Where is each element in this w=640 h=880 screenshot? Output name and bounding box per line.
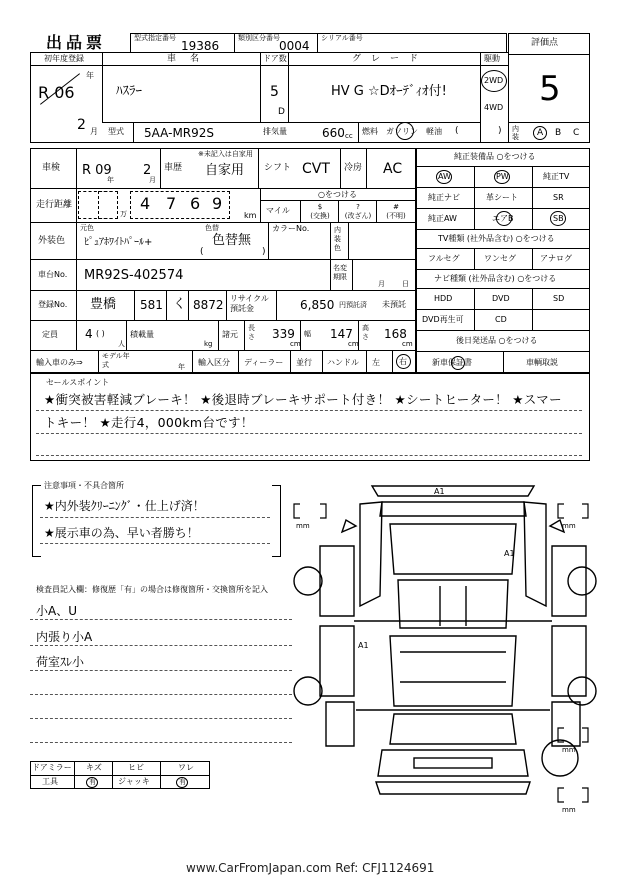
mm-front-right: mm <box>562 522 576 530</box>
import-dealer: ディーラー <box>244 358 284 367</box>
ac-label: 冷房 <box>344 163 363 173</box>
car-name-label: 車名 <box>167 54 214 64</box>
notes-label: 注意事項・不具合箇所 <box>44 481 124 490</box>
equip-pw: PW <box>496 172 509 181</box>
score-label: 評価点 <box>531 38 559 48</box>
post-manual: 車輌取説 <box>526 358 558 367</box>
ac-value: AC <box>383 161 403 177</box>
equip-airbag: エアB <box>492 214 514 223</box>
score-value: 5 <box>539 69 561 109</box>
navi-dvd-play: DVD再生可 <box>422 315 464 324</box>
footer-watermark: www.CarFromJapan.com Ref: CFJ1124691 <box>186 861 435 875</box>
legend-tools: 工具 <box>42 777 58 786</box>
rear-window <box>390 714 516 744</box>
km-unit: km <box>244 211 257 220</box>
shaken-year: R 09 <box>82 163 112 178</box>
sheet-title: 出品票 <box>46 33 107 52</box>
reg-label: 登録No. <box>38 300 68 309</box>
length-label: 長さ <box>248 324 255 341</box>
equip-aw: AW <box>438 172 451 181</box>
ownership-label: 名変期限 <box>333 264 347 281</box>
notes-bracket-right <box>272 485 281 557</box>
fuel-paren-close: ) <box>498 126 502 136</box>
genuine-label: 純正装備品 ○をつける <box>454 152 536 161</box>
model-year-label: モデル年式 <box>102 352 130 369</box>
type-no-label: 型式指定番号 <box>134 34 176 42</box>
shaken-label: 車検 <box>42 163 61 173</box>
navi-dvd: DVD <box>492 294 510 303</box>
recycle-note: 円預託済 <box>339 301 367 309</box>
mark-a1-side: A1 <box>504 549 515 558</box>
capacity-paren: ( ) <box>96 329 105 338</box>
color-no-label: カラーNo. <box>272 224 310 233</box>
usage-label: 車歴 <box>164 163 183 173</box>
color-paren-close: ) <box>262 247 266 257</box>
legend-tools-have: 有 <box>89 778 96 786</box>
class-no-label: 類別区分番号 <box>238 34 280 42</box>
shaken-month-unit: 月 <box>149 176 156 184</box>
handle-right: 右 <box>399 357 407 366</box>
mileage-circle-note: ○をつける <box>318 190 357 199</box>
height-value: 168 <box>384 327 407 341</box>
shift-value: CVT <box>302 161 330 177</box>
usage-note: ※未記入は自家用 <box>198 150 253 158</box>
mileage-digit-6: 9 <box>212 194 223 213</box>
door-suffix: D <box>278 107 285 117</box>
inspector-line-3: 荷室ｽﾚ小 <box>36 655 85 669</box>
capacity-label: 定員 <box>42 330 58 339</box>
notes-line-2: ★展示車の為、早い者勝ち！ <box>44 526 199 540</box>
capacity-value: 4 <box>85 327 93 341</box>
sales-label: セールスポイント <box>46 378 110 387</box>
doors-label: ドア数 <box>263 54 287 63</box>
legend-jack: ジャッキ <box>118 777 150 786</box>
color-change-value: 色替無 <box>212 233 252 248</box>
year-unit: 年 <box>86 71 94 80</box>
ownership-day-unit: 日 <box>402 280 409 288</box>
import-parallel: 並行 <box>296 358 312 367</box>
height-unit: cm <box>402 340 413 348</box>
reg-class: 581 <box>140 298 163 312</box>
model-value: 5AA-MR92S <box>144 126 215 140</box>
type-no-value: 19386 <box>181 39 220 53</box>
navi-cd: CD <box>495 315 507 324</box>
tv-label: TV種類 (社外品含む) ○をつける <box>438 234 555 243</box>
navi-label: ナビ種類 (社外品含む) ○をつける <box>434 274 557 283</box>
displacement-unit: cc <box>345 132 353 140</box>
inspector-line-2: 内張り小A <box>36 630 93 644</box>
mileage-opt-unknown: # (不明) <box>386 203 406 220</box>
ownership-month-unit: 月 <box>378 280 385 288</box>
notes-line-1: ★内外装ｸﾘｰﾆﾝｸﾞ・仕上げ済！ <box>44 499 205 513</box>
drive-4wd: 4WD <box>484 103 504 112</box>
tailgate <box>378 750 528 776</box>
class-no-cell <box>234 33 318 53</box>
exterior-label: 外装色 <box>38 236 66 246</box>
sales-line-1: ★衝突被害軽減ブレーキ！ ★後退時ブレーキサポート付き！ ★シートヒーター！ ★スマー <box>44 392 562 407</box>
interior-opt-b: B <box>555 128 562 138</box>
load-unit: kg <box>204 340 213 348</box>
length-value: 339 <box>272 327 295 341</box>
shift-label: シフト <box>264 163 292 173</box>
first-reg-year: R 06 <box>38 83 75 102</box>
car-damage-diagram <box>290 476 600 816</box>
shaken-year-unit: 年 <box>107 176 114 184</box>
fuel-gas-circle <box>396 122 414 140</box>
inspector-label: 検査員記入欄：修復歴「有」の場合は修復箇所・交換箇所を記入 <box>36 585 268 594</box>
mileage-digit-4: 7 <box>166 194 177 213</box>
recycle-unpaid: 未預託 <box>382 300 406 309</box>
capacity-unit: 人 <box>118 340 125 348</box>
grade-value: HV G ☆Dｵｰﾃﾞｨｵ付! <box>331 84 447 99</box>
model-label: 型式 <box>108 127 124 136</box>
man-unit: 万 <box>120 210 127 218</box>
tv-oneseg: ワンセグ <box>484 254 516 263</box>
sales-line-2: トキー！ ★走行4，000km台です！ <box>44 415 254 430</box>
interior-label: 内装 <box>512 125 519 141</box>
legend-break: ワレ <box>178 763 194 772</box>
legend-crack: ヒビ <box>128 763 144 772</box>
chassis-value: MR92S-402574 <box>84 268 184 283</box>
first-reg-label: 初年度登録 <box>44 54 84 63</box>
model-year-unit: 年 <box>178 363 185 371</box>
width-label: 幅 <box>304 330 311 338</box>
equip-genuine-aw: 純正AW <box>428 214 457 223</box>
mileage-digit-3: 4 <box>140 194 151 213</box>
width-value: 147 <box>330 327 353 341</box>
tv-analog: アナログ <box>540 254 572 263</box>
equip-tv: 純正TV <box>543 172 570 181</box>
fuel-label: 燃料 <box>362 127 378 136</box>
interior-opt-c: C <box>573 128 580 138</box>
post-label: 後日発送品 ○をつける <box>456 336 538 345</box>
wheel-front-left <box>294 567 322 595</box>
recycle-amount: 6,850 <box>300 298 335 312</box>
legend-mirror: ドアミラー <box>32 763 72 772</box>
equip-sr: SR <box>553 193 564 202</box>
height-label: 高さ <box>362 324 369 341</box>
drive-2wd: 2WD <box>484 76 504 85</box>
legend-jack-have: 有 <box>179 778 186 786</box>
mileage-label: 走行距離 <box>36 200 73 210</box>
equip-navi: 純正ナビ <box>428 193 460 202</box>
import-class-label: 輸入区分 <box>198 358 230 367</box>
mm-front-left: mm <box>296 522 310 530</box>
doors-value: 5 <box>270 84 279 100</box>
windshield <box>380 502 526 516</box>
car-name-value: ﾊｽﾗｰ <box>116 84 142 99</box>
fuel-gas: ガソリン <box>386 127 418 136</box>
length-unit: cm <box>290 340 301 348</box>
hood <box>390 524 516 574</box>
handle-label: ハンドル <box>327 358 359 367</box>
grade-label: グレード <box>352 54 429 64</box>
orig-color-value: ﾋﾟｭｱﾎﾜｲﾄﾊﾟｰﾙ+ <box>84 237 153 248</box>
serial-cell <box>317 33 507 53</box>
color-paren-open: ( <box>200 247 204 257</box>
month-unit: 月 <box>90 127 98 136</box>
mm-spare: mm <box>562 806 576 814</box>
type-no-cell <box>130 33 235 53</box>
recycle-label: リサイクル預託金 <box>230 294 269 313</box>
equip-leather: 革シート <box>486 193 518 202</box>
class-no-value: 0004 <box>279 39 310 53</box>
mileage-opt-tamper: ? (改ざん) <box>344 203 372 220</box>
wheel-rear-left <box>294 677 322 705</box>
equip-sb: SB <box>553 214 564 223</box>
wheel-front-right <box>568 567 596 595</box>
displacement-label: 排気量 <box>263 127 287 136</box>
mileage-digit-box-2 <box>98 191 118 219</box>
reg-num: 8872 <box>193 298 224 312</box>
mileage-opt-exchange: $ (交換) <box>310 203 330 220</box>
import-label: 輸入車のみ⇒ <box>36 358 83 367</box>
load-label: 積載量 <box>130 330 154 339</box>
notes-bracket-left <box>32 485 41 557</box>
navi-sd: SD <box>553 294 565 303</box>
rear-bumper <box>376 782 530 794</box>
serial-label: シリアル番号 <box>321 34 363 42</box>
interior-grade-cell <box>508 122 590 143</box>
interior-color-label: 内装色 <box>334 226 341 252</box>
navi-hdd: HDD <box>434 294 453 303</box>
mileage-opt-mile: マイル <box>266 206 290 215</box>
tv-fullseg: フルセグ <box>428 254 460 263</box>
mm-rear-right: mm <box>562 746 576 754</box>
dims-label: 諸元 <box>222 330 238 339</box>
fuel-paren-open: ( <box>455 126 459 136</box>
mark-a1-left: A1 <box>358 641 369 650</box>
chassis-label: 車台No. <box>38 270 68 279</box>
wheel-rear-right <box>568 677 596 705</box>
usage-value: 自家用 <box>205 163 245 178</box>
mileage-digit-5: 6 <box>190 194 201 213</box>
fuel-diesel: 軽油 <box>426 127 442 136</box>
roof-front-panel <box>372 486 534 496</box>
displacement-value: 660 <box>322 126 345 140</box>
color-change-label: 色替 <box>205 224 219 232</box>
orig-color-label: 元色 <box>80 224 94 232</box>
cabin <box>390 636 516 706</box>
inspector-line-1: 小A、U <box>36 604 77 618</box>
drive-label: 駆動 <box>484 54 500 63</box>
width-unit: cm <box>348 340 359 348</box>
mark-a1-front: A1 <box>434 487 445 496</box>
legend-scratch: キズ <box>86 763 102 772</box>
reg-kana: く <box>173 297 187 312</box>
first-reg-month: 2 <box>77 117 86 133</box>
post-warranty: 新車保証書 <box>432 358 472 367</box>
reg-area: 豊橋 <box>90 297 117 312</box>
shaken-month: 2 <box>143 163 152 178</box>
handle-left: 左 <box>372 358 380 367</box>
interior-opt-a: A <box>537 128 544 138</box>
